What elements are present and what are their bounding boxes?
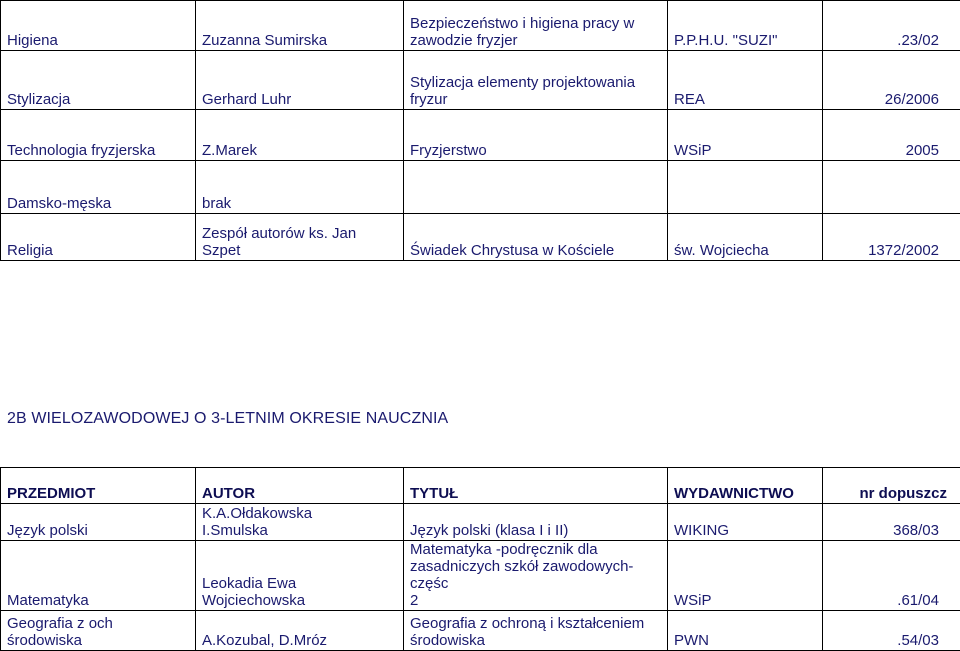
author-cell: K.A.Ołdakowska I.Smulska <box>196 504 404 541</box>
author-cell: Zuzanna Sumirska <box>196 1 404 51</box>
publisher-cell: PWN <box>668 611 823 651</box>
table-row <box>1 504 960 541</box>
title-cell: Geografia z ochroną i kształceniem środowiska <box>404 611 668 651</box>
subject-cell: Język polski <box>1 504 196 541</box>
subject-cell: Religia <box>1 214 196 261</box>
table-row <box>1 541 960 611</box>
subject-cell: Damsko-męska <box>1 161 196 214</box>
header-publisher: WYDAWNICTWO <box>668 468 823 504</box>
subject-cell: Technologia fryzjerska <box>1 110 196 161</box>
approval-number-cell: .23/02 <box>823 1 960 51</box>
title-cell: Bezpieczeństwo i higiena pracy w zawodzie fryzjer <box>404 1 668 51</box>
subject-cell: Stylizacja <box>1 51 196 110</box>
header-title: TYTUŁ <box>404 468 668 504</box>
textbook-table-top <box>0 0 960 261</box>
approval-number-cell: 26/2006 <box>823 51 960 110</box>
publisher-cell <box>668 161 823 214</box>
header-subject: PRZEDMIOT <box>1 468 196 504</box>
table-row <box>1 611 960 651</box>
author-cell: brak <box>196 161 404 214</box>
author-cell: Zespół autorów ks. Jan Szpet <box>196 214 404 261</box>
author-cell: Z.Marek <box>196 110 404 161</box>
publisher-cell: WSiP <box>668 110 823 161</box>
table-row <box>1 51 960 110</box>
publisher-cell: WSiP <box>668 541 823 611</box>
author-cell: Leokadia Ewa Wojciechowska <box>196 541 404 611</box>
title-cell: Stylizacja elementy projektowania fryzur <box>404 51 668 110</box>
table-header-row <box>1 468 960 504</box>
subject-cell: Matematyka <box>1 541 196 611</box>
table-row <box>1 161 960 214</box>
title-cell <box>404 161 668 214</box>
title-cell: Język polski (klasa I i II) <box>404 504 668 541</box>
approval-number-cell: 2005 <box>823 110 960 161</box>
subject-cell: Higiena <box>1 1 196 51</box>
publisher-cell: św. Wojciecha <box>668 214 823 261</box>
approval-number-cell: 368/03 <box>823 504 960 541</box>
title-cell: Fryzjerstwo <box>404 110 668 161</box>
publisher-cell: REA <box>668 51 823 110</box>
approval-number-cell: 1372/2002 <box>823 214 960 261</box>
author-cell: A.Kozubal, D.Mróz <box>196 611 404 651</box>
header-author: AUTOR <box>196 468 404 504</box>
section-title: 2B WIELOZAWODOWEJ O 3-LETNIM OKRESIE NAUCZNIA <box>7 410 448 428</box>
approval-number-cell: .61/04 <box>823 541 960 611</box>
approval-number-cell: .54/03 <box>823 611 960 651</box>
author-cell: Gerhard Luhr <box>196 51 404 110</box>
title-cell: Matematyka -podręcznik dla zasadniczych szkół zawodowych-częśc 2 <box>404 541 668 611</box>
header-approval-number: nr dopuszcz <box>823 468 960 504</box>
subject-cell: Geografia z och środowiska <box>1 611 196 651</box>
title-cell: Świadek Chrystusa w Kościele <box>404 214 668 261</box>
publisher-cell: P.P.H.U. "SUZI" <box>668 1 823 51</box>
publisher-cell: WIKING <box>668 504 823 541</box>
approval-number-cell <box>823 161 960 214</box>
table-row <box>1 110 960 161</box>
textbook-table-bottom <box>0 467 960 651</box>
table-row <box>1 1 960 51</box>
table-row <box>1 214 960 261</box>
